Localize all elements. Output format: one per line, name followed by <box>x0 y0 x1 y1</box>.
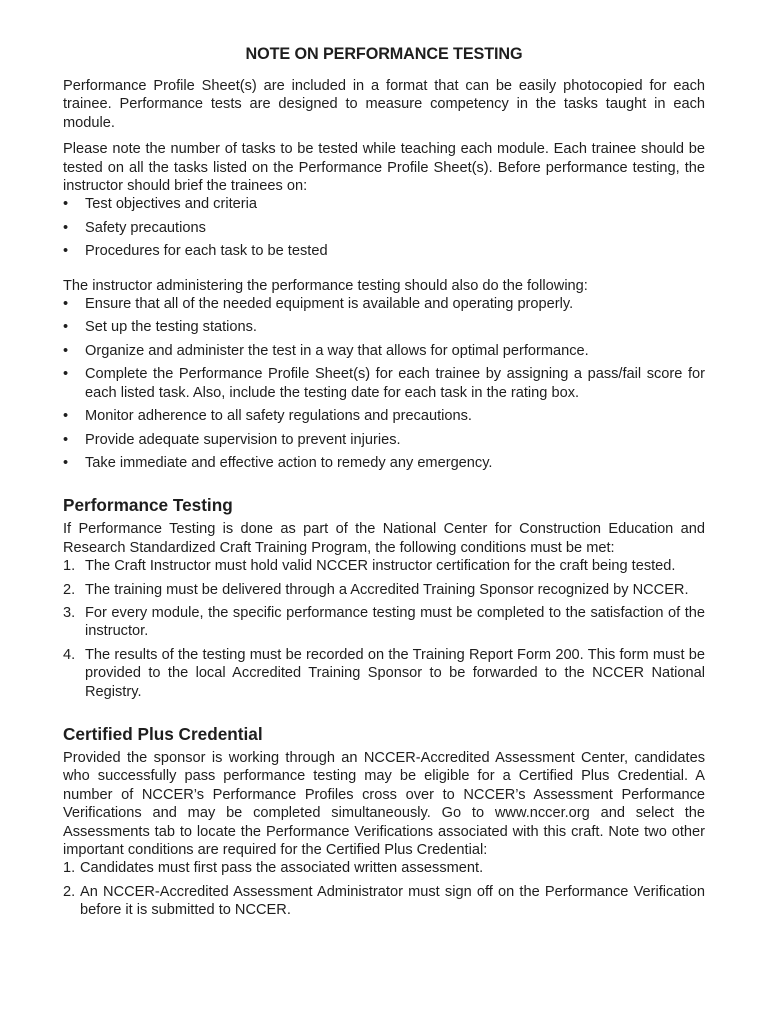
list-item: 2. An NCCER-Accredited Assessment Administrator must sign off on the Performance Verification before it is submitted to NCCER. <box>63 883 705 919</box>
bullet-icon: • <box>63 243 69 260</box>
list-item: • Organize and administer the test in a way that allows for optimal performance. <box>63 342 589 359</box>
list-item: 3. For every module, the specific performance testing must be completed to the satisfaction of the instructor. <box>63 604 705 640</box>
page-title: NOTE ON PERFORMANCE TESTING <box>245 45 523 63</box>
intro-paragraph-2: Please note the number of tasks to be tested while teaching each module. Each trainee should be tested on all the tasks listed on the Performance Profile Sheet(s). Before performance testing, the instructor should brief the trainees on: <box>63 141 705 195</box>
list-item: • Monitor adherence to all safety regulations and precautions. <box>63 408 472 425</box>
bullet-icon: • <box>63 408 69 425</box>
list-item: 1. Candidates must first pass the associated written assessment. <box>63 860 484 877</box>
section-heading-certified-plus: Certified Plus Credential <box>63 723 263 744</box>
bullet-icon: • <box>63 366 69 383</box>
list-item: 1. The Craft Instructor must hold valid NCCER instructor certification for the craft being tested. <box>63 558 676 575</box>
list-item: • Take immediate and effective action to remedy any emergency. <box>63 454 493 471</box>
list-item: 4. The results of the testing must be recorded on the Training Report Form 200. This form must be provided to the local Accredited Training Sponsor to be forwarded to the NCCER National Registry. <box>63 646 705 700</box>
section1-intro: If Performance Testing is done as part of the National Center for Construction Education and Research Standardized Craft Training Program, the following conditions must be met: <box>63 521 705 556</box>
bullet-icon: • <box>63 296 69 313</box>
admin-list <box>63 295 705 472</box>
list-item: • Test objectives and criteria <box>63 196 257 213</box>
bullet-icon: • <box>63 454 69 471</box>
list-item: • Complete the Performance Profile Sheet(s) for each trainee by assigning a pass/fail score for each listed task. Also, include the testing date for each task in the rating box. <box>63 366 705 401</box>
bullet-icon: • <box>63 319 69 336</box>
item-number: 1. <box>63 558 76 575</box>
item-number: 2. <box>63 581 76 598</box>
item-number: 3. <box>63 604 76 621</box>
section-heading-performance-testing: Performance Testing <box>63 495 233 516</box>
list-item: • Set up the testing stations. <box>63 319 257 336</box>
list-item: 2. The training must be delivered through a Accredited Training Sponsor recognized by NCCER. <box>63 581 689 598</box>
item-number: 4. <box>63 646 76 663</box>
list-item: • Safety precautions <box>63 219 206 236</box>
page-content <box>63 44 705 920</box>
credential-conditions-list <box>63 859 705 919</box>
list-item: • Procedures for each task to be tested <box>63 243 328 260</box>
list-item: • Provide adequate supervision to prevent injuries. <box>63 431 401 448</box>
section2-intro: Provided the sponsor is working through an NCCER-Accredited Assessment Center, candidates who successfully pass performance testing may be eligible for a Certified Plus Credential. A number of NCCER’s Performance Profiles cross over to NCCER’s Assessment Performance Verifications and may be completed simultaneously. Go to www.nccer.org and select the Assessments tab to locate the Performance Verifications associated with this craft. Note two other important conditions are required for the Certified Plus Credential: <box>63 749 705 858</box>
conditions-list <box>63 557 705 701</box>
bullet-icon: • <box>63 342 69 359</box>
bullet-icon: • <box>63 431 69 448</box>
bullet-icon: • <box>63 196 69 213</box>
brief-list <box>63 195 705 260</box>
bullet-icon: • <box>63 219 69 236</box>
intro-paragraph-1: Performance Profile Sheet(s) are included in a format that can be easily photocopied for each trainee. Performance tests are designed to measure competency in the tasks taught in each module. <box>63 78 705 131</box>
list-item: • Ensure that all of the needed equipment is available and operating properly. <box>63 296 574 313</box>
admin-intro: The instructor administering the performance testing should also do the following: <box>63 277 588 294</box>
item-number: 2. <box>63 883 76 900</box>
item-number: 1. <box>63 860 76 877</box>
